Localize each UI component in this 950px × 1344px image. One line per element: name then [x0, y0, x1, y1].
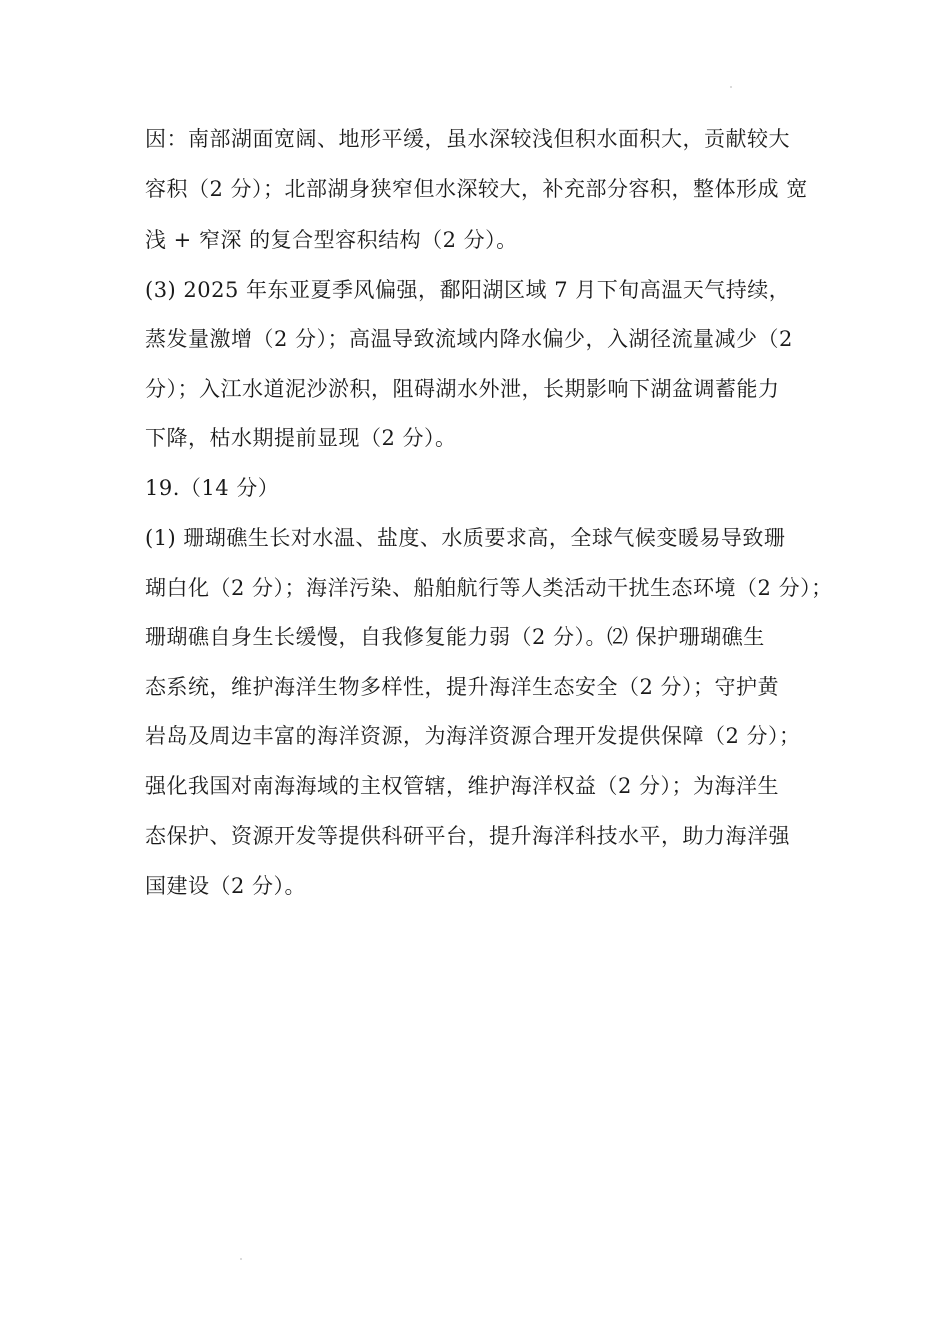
text-line-9: (1) 珊瑚礁生长对水温、盐度、水质要求高，全球气候变暖易导致珊 — [145, 526, 786, 550]
text-line-2: 容积（2 分）；北部湖身狭窄但水深较大，补充部分容积，整体形成 宽 — [145, 177, 808, 201]
scan-speck — [730, 86, 732, 88]
scan-speck — [240, 1258, 242, 1260]
text-line-10: 瑚白化（2 分）；海洋污染、船舶航行等人类活动干扰生态环境（2 分）； — [145, 576, 833, 600]
question-number: 19.（14 分） — [145, 476, 280, 500]
text-line-12: 态系统，维护海洋生物多样性，提升海洋生态安全（2 分）；守护黄 — [145, 675, 780, 699]
text-line-6: 分）；入江水道泥沙淤积，阻碍湖水外泄，长期影响下湖盆调蓄能力 — [145, 377, 780, 401]
text-line-13: 岩岛及周边丰富的海洋资源，为海洋资源合理开发提供保障（2 分）； — [145, 724, 801, 748]
text-line-16: 国建设（2 分）。 — [145, 874, 307, 898]
text-line-3: 浅 + 窄深 的复合型容积结构（2 分）。 — [145, 228, 518, 252]
text-line-4: (3) 2025 年东亚夏季风偏强，鄱阳湖区域 7 月下旬高温天气持续， — [145, 278, 791, 302]
text-line-14: 强化我国对南海海域的主权管辖，维护海洋权益（2 分）；为海洋生 — [145, 774, 780, 798]
text-line-7: 下降，枯水期提前显现（2 分）。 — [145, 426, 457, 450]
text-line-15: 态保护、资源开发等提供科研平台，提升海洋科技水平，助力海洋强 — [145, 824, 790, 848]
text-line-5: 蒸发量激增（2 分）；高温导致流域内降水偏少，入湖径流量减少（2 — [145, 327, 793, 351]
text-line-11: 珊瑚礁自身生长缓慢，自我修复能力弱（2 分）。⑵ 保护珊瑚礁生 — [145, 625, 765, 649]
text-line-1: 因：南部湖面宽阔、地形平缓，虽水深较浅但积水面积大，贡献较大 — [145, 127, 790, 151]
